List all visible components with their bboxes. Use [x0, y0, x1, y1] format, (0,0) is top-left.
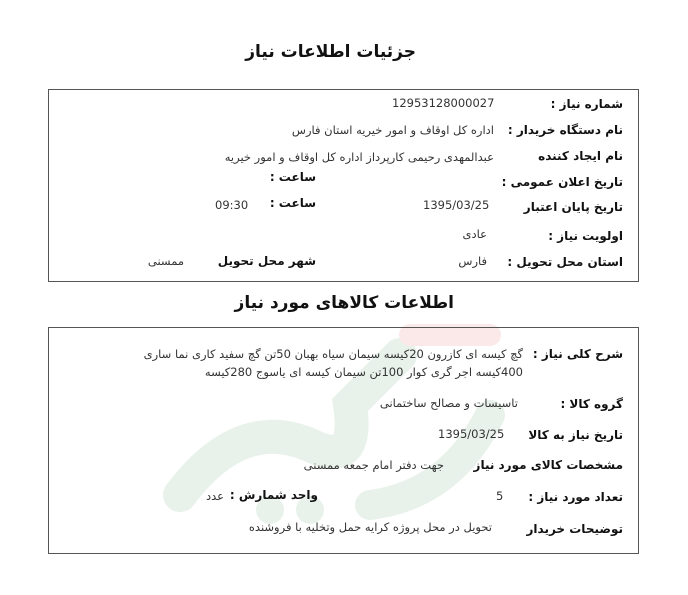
specs-value: جهت دفتر امام جمعه ممسنی: [303, 458, 444, 472]
quantity-label: تعداد مورد نیاز :: [528, 490, 623, 504]
general-desc-line2: 400کیسه اجر گری کوار 100تن سیمان کیسه ای یاسوج 280کیسه: [204, 365, 523, 379]
priority-value: عادی: [462, 227, 487, 241]
need-date-value: 1395/03/25: [438, 427, 505, 441]
unit-label: واحد شمارش :: [229, 488, 318, 502]
specs-label: مشخصات کالای مورد نیاز: [473, 458, 623, 472]
announce-time-label: ساعت :: [269, 170, 316, 184]
city-value: ممسنی: [147, 254, 184, 268]
need-date-label: تاریخ نیاز به کالا: [528, 428, 623, 442]
announce-date-label: تاریخ اعلان عمومی :: [501, 175, 623, 189]
need-number-value: 12953128000027: [392, 96, 495, 110]
need-number-label: شماره نیاز :: [550, 97, 623, 111]
general-desc-label: شرح کلی نیاز :: [532, 347, 623, 361]
deadline-label: تاریخ پایان اعتبار: [523, 200, 623, 214]
general-desc-line1: گچ کیسه ای کازرون 20کیسه سیمان سیاه بهبان 50تن گچ سفید کاری نما ساری: [143, 347, 523, 361]
unit-value: عدد: [205, 489, 224, 503]
quantity-value: 5: [496, 489, 504, 503]
province-label: استان محل تحویل :: [507, 255, 623, 269]
deadline-time-label: ساعت :: [269, 196, 316, 210]
goods-group-label: گروه کالا :: [560, 397, 623, 411]
priority-label: اولویت نیاز :: [548, 229, 623, 243]
creator-value: عبدالمهدی رحیمی کارپرداز اداره کل اوقاف و امور خیریه: [224, 150, 494, 164]
section-title-goods: اطلاعات کالاهای مورد نیاز: [234, 293, 454, 313]
province-value: فارس: [458, 254, 487, 268]
buyer-notes-value: تحویل در محل پروژه کرایه حمل وتخلیه با فروشنده: [248, 520, 492, 534]
goods-group-value: تاسیسات و مصالح ساختمانی: [379, 396, 518, 410]
buyer-org-label: نام دستگاه خریدار :: [507, 123, 623, 137]
deadline-date: 1395/03/25: [423, 198, 490, 212]
deadline-time: 09:30: [215, 198, 249, 212]
buyer-notes-label: توضیحات خریدار: [526, 522, 623, 536]
buyer-org-value: اداره کل اوقاف و امور خیریه استان فارس: [291, 123, 494, 137]
city-label: شهر محل تحویل: [217, 254, 316, 268]
creator-label: نام ایجاد کننده: [538, 149, 623, 163]
page-title: جزئیات اطلاعات نیاز: [245, 42, 416, 62]
